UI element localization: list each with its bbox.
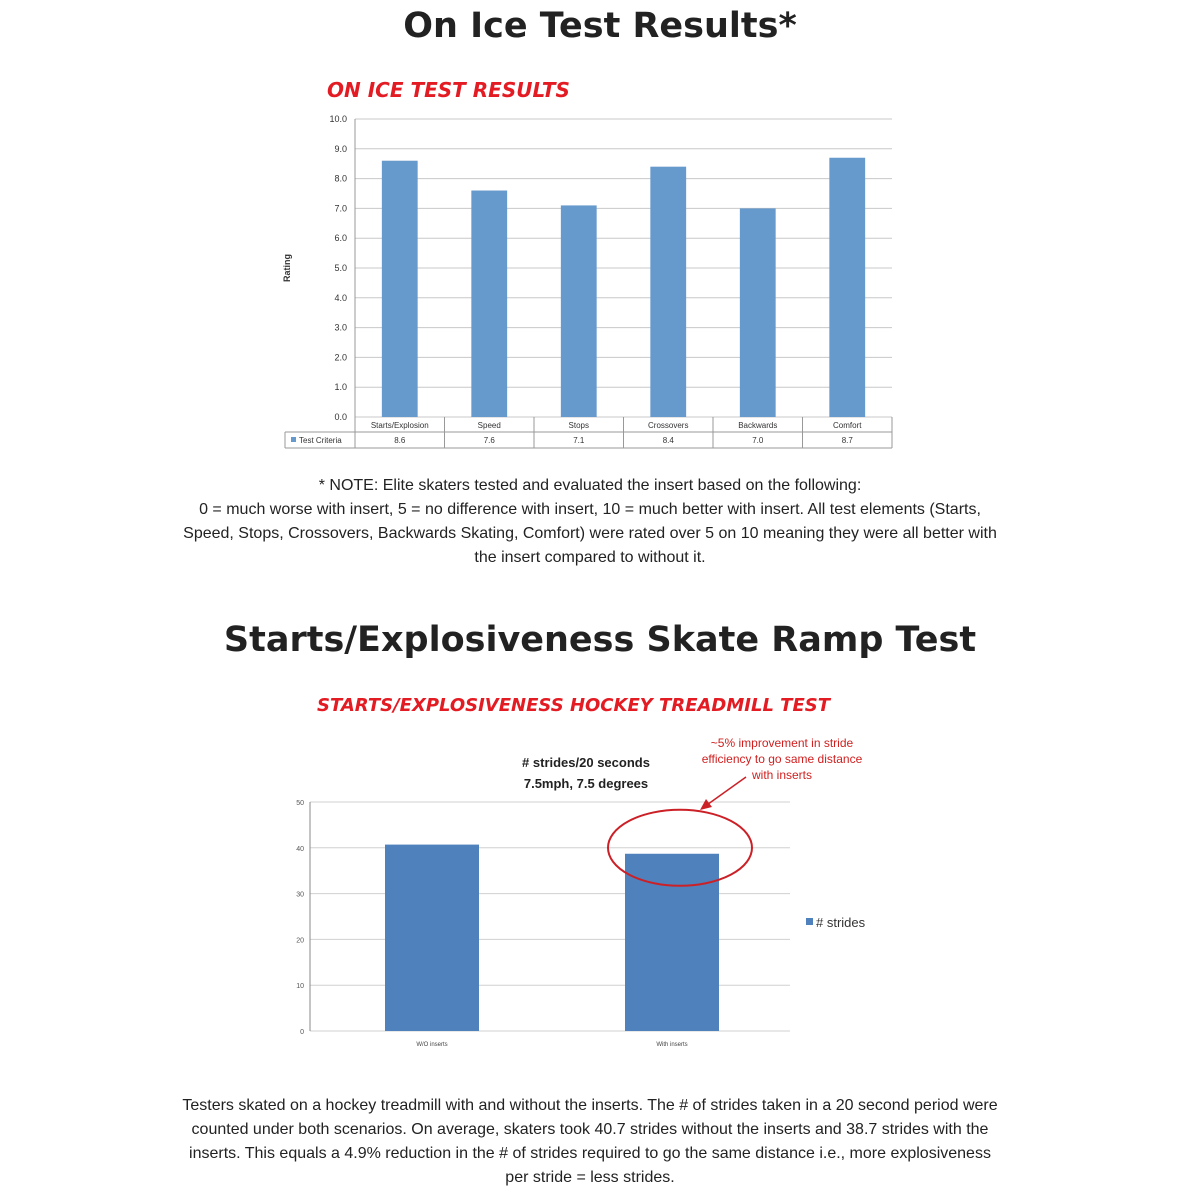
x-tick-label: Stops	[568, 421, 589, 430]
x-tick-label: W/O inserts	[416, 1042, 448, 1048]
treadmill-paragraph	[150, 1094, 1030, 1190]
chart-subtitle: 7.5mph, 7.5 degrees	[523, 776, 649, 791]
y-tick-label: 4.0	[334, 292, 347, 303]
treadmill-chart	[270, 680, 910, 1060]
y-tick-label: 5.0	[334, 263, 347, 273]
note-line: * NOTE: Elite skaters tested and evaluated the insert based on the following:	[318, 477, 862, 494]
legend-label: Test Criteria	[299, 436, 342, 445]
bar	[385, 845, 479, 1031]
y-tick-label: 8.0	[334, 173, 347, 184]
section-heading-on-ice: On Ice Test Results*	[403, 6, 797, 46]
note-line: 0 = much worse with insert, 5 = no difference with insert, 10 = much better with insert. All test elements (Starts,	[199, 501, 981, 518]
y-tick-label: 30	[296, 891, 304, 899]
bar	[740, 208, 776, 417]
y-tick-label: 9.0	[334, 143, 347, 154]
x-tick-label: Starts/Explosion	[370, 421, 429, 430]
y-tick-label: 7.0	[334, 203, 347, 214]
y-tick-label: 10.0	[329, 114, 347, 124]
bar	[829, 158, 865, 417]
note-line: Speed, Stops, Crossovers, Backwards Skating, Comfort) were rated over 5 on 10 meaning they were all better with	[183, 525, 997, 542]
chart-subtitle: # strides/20 seconds	[522, 755, 650, 770]
bar	[471, 191, 507, 417]
bar	[625, 854, 719, 1031]
annotation-text: ~5% improvement in stride	[710, 736, 854, 750]
chart-title: STARTS/EXPLOSIVENESS HOCKEY TREADMILL TEST	[317, 695, 830, 716]
x-tick-label: Crossovers	[648, 421, 689, 430]
legend-swatch	[806, 918, 813, 925]
paragraph-line: counted under both scenarios. On average, skaters took 40.7 strides without the inserts and 38.7 strides with the	[191, 1121, 989, 1138]
bar	[382, 161, 418, 417]
legend-label: # strides	[816, 915, 866, 930]
y-axis-label: Rating	[282, 254, 292, 282]
data-label: 7.6	[483, 436, 495, 445]
chart-title: ON ICE TEST RESULTS	[327, 78, 570, 102]
y-tick-label: 6.0	[334, 233, 347, 244]
y-tick-label: 50	[296, 800, 304, 807]
y-tick-label: 1.0	[334, 382, 347, 393]
annotation-arrowhead	[700, 799, 712, 810]
annotation-text: with inserts	[751, 768, 813, 782]
y-tick-label: 2.0	[334, 352, 347, 363]
bar	[561, 205, 597, 417]
y-tick-label: 20	[296, 937, 304, 945]
paragraph-line: Testers skated on a hockey treadmill with and without the inserts. The # of strides taken in a 20 second period were	[182, 1097, 998, 1114]
on-ice-note	[150, 474, 1030, 570]
note-line: the insert compared to without it.	[474, 549, 706, 566]
section-heading-ramp-test: Starts/Explosiveness Skate Ramp Test	[223, 620, 977, 660]
bar	[650, 167, 686, 417]
y-tick-label: 10	[296, 983, 304, 991]
y-tick-label: 40	[296, 845, 304, 853]
x-tick-label: Speed	[477, 421, 501, 430]
on-ice-chart	[270, 70, 920, 460]
data-label: 7.1	[573, 436, 585, 445]
paragraph-line: inserts. This equals a 4.9% reduction in the # of strides required to go the same distance i.e., more explosiveness	[189, 1145, 991, 1162]
y-tick-label: 3.0	[334, 322, 347, 333]
x-tick-label: Backwards	[738, 421, 778, 430]
data-label: 8.7	[841, 436, 853, 445]
y-tick-label: 0.0	[334, 412, 347, 422]
annotation-text: efficiency to go same distance	[701, 752, 863, 766]
x-tick-label: With inserts	[656, 1042, 688, 1048]
legend-swatch	[291, 437, 296, 442]
data-label: 8.4	[662, 436, 674, 445]
y-tick-label: 0	[300, 1029, 304, 1036]
paragraph-line: per stride = less strides.	[505, 1169, 675, 1186]
data-label: 7.0	[752, 436, 764, 445]
data-label: 8.6	[394, 436, 406, 445]
x-tick-label: Comfort	[833, 421, 862, 430]
